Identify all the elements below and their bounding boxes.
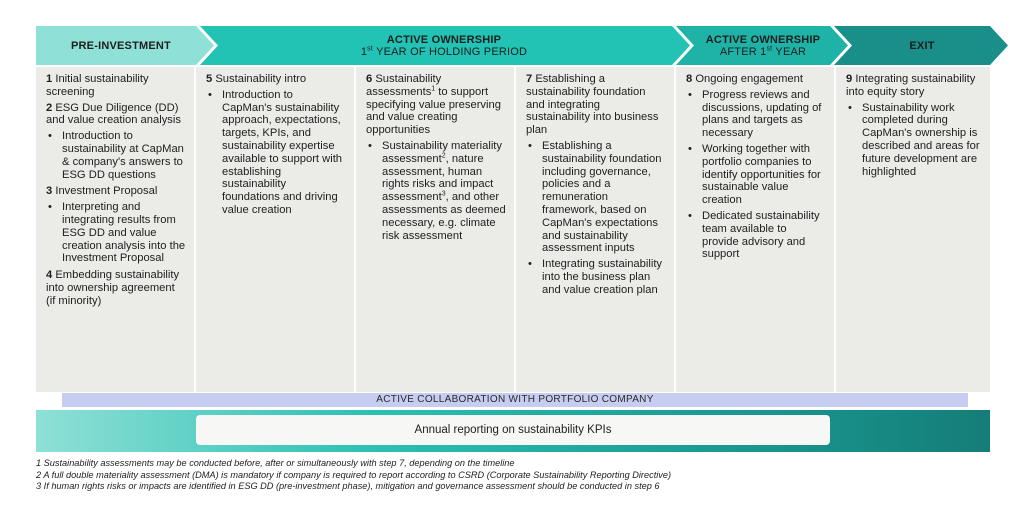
list-item: • Interpreting and integrating results from ESG DD and value creation analysis into the Investment Proposal	[46, 201, 186, 265]
step-5-bullets	[206, 89, 346, 217]
footnotes	[36, 458, 936, 493]
step-9-bullets	[846, 102, 982, 179]
step-8: 8 Ongoing engagement	[686, 73, 803, 85]
list-item: • Integrating sustainability into the business plan and value creation plan	[526, 258, 666, 296]
list-item: • Sustainability materiality assessment$^2$, nature assessment, human rights risks and impact assessment$^3$, and other assessments as deemed necessary, e.g. climate risk assessment	[366, 140, 506, 242]
column-ongoing-engagement	[676, 67, 834, 392]
list-item: • Establishing a sustainability foundation including governance, policies and a remuneration framework, based on CapMan's expectations and sustainability assessment inputs	[526, 140, 666, 255]
step-2-bullets	[46, 130, 186, 181]
active-ownership-label	[214, 26, 674, 65]
list-item: • Sustainability work completed during CapMan's ownership is described and areas for future development are highlighted	[846, 102, 982, 179]
step-2: 2 ESG Due Diligence (DD) and value creation analysis	[46, 101, 181, 127]
active-ownership-subtitle: 1st YEAR OF HOLDING PERIOD	[360, 44, 528, 58]
column-sustainability-intro	[196, 67, 354, 392]
step-6-bullets	[366, 140, 506, 242]
step-9: 9 Integrating sustainability into equity story	[846, 73, 976, 98]
step-5: 5 Sustainability intro	[206, 73, 307, 85]
step-7-bullets	[526, 140, 666, 297]
list-item: • Dedicated sustainability team available to provide advisory and support	[686, 210, 826, 261]
active-after-subtitle: AFTER 1st YEAR	[719, 44, 807, 58]
list-item: • Introduction to CapMan's sustainability approach, expectations, targets, KPIs, and sustainability expertise available to support with establishing sustainability foundations and driving value creation	[206, 89, 346, 217]
list-item: • Working together with portfolio companies to identify opportunities for sustainable value creation	[686, 143, 826, 207]
pre-investment-title: PRE-INVESTMENT	[71, 39, 171, 52]
list-item: • Progress reviews and discussions, updating of plans and targets as necessary	[686, 89, 826, 140]
step-3: 3 Investment Proposal	[46, 185, 158, 198]
phase-header	[36, 26, 1008, 65]
active-after-label	[690, 26, 836, 65]
footnote-2: 2 A full double materiality assessment (DMA) is mandatory if company is required to report according to CSRD (Corporate Sustainability Reporting Directive)	[36, 469, 672, 480]
collaboration-band: ACTIVE COLLABORATION WITH PORTFOLIO COMPANY	[62, 393, 968, 407]
active-after-title: ACTIVE OWNERSHIP	[705, 33, 821, 46]
step-7: 7 Establishing a sustainability foundation and integrating sustainability into business plan	[526, 73, 659, 137]
footnote-3: 3 If human rights risks or impacts are identified in ESG DD (pre-investment phase), mitigation and governance assessment should be conducted in step 6	[36, 481, 660, 492]
pre-investment-label	[36, 26, 206, 65]
exit-label	[848, 26, 996, 65]
step-4: 4 Embedding sustainability into ownership agreement (if minority)	[46, 269, 180, 307]
footnote-1: 1 Sustainability assessments may be conducted before, after or simultaneously with step 7, depending on the timeline	[36, 458, 515, 468]
column-sustainability-foundation	[516, 67, 674, 392]
exit-title: EXIT	[909, 39, 935, 52]
active-ownership-title: ACTIVE OWNERSHIP	[386, 33, 502, 46]
list-item: • Introduction to sustainability at CapMan & company's answers to ESG DD questions	[46, 130, 186, 181]
step-1: 1 Initial sustainability screening	[46, 73, 149, 98]
column-exit	[836, 67, 990, 392]
column-pre-investment	[36, 67, 194, 392]
step-6: 6 Sustainability assessments$^1$ to support specifying value preserving and value creating opportunities	[366, 73, 501, 137]
step-3-bullets	[46, 201, 186, 265]
step-8-bullets	[686, 89, 826, 261]
reporting-label: Annual reporting on sustainability KPIs	[196, 415, 830, 445]
column-sustainability-assessments	[356, 67, 514, 392]
